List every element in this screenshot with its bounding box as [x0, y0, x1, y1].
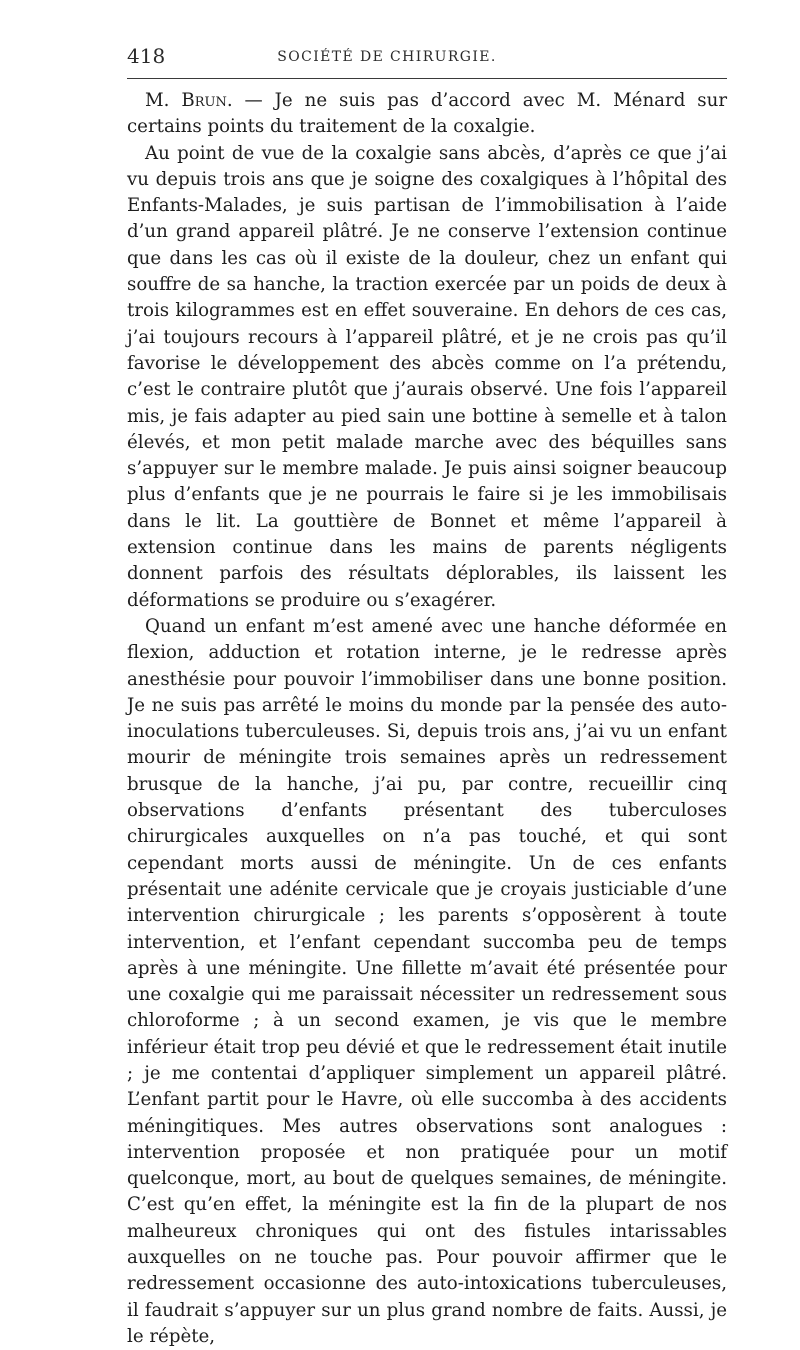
- body-text: [127, 88, 727, 1350]
- paragraph-3: Quand un enfant m’est amené avec une hanche déformée en flexion, adduction et rotation interne, je le redresse après anesthésie pour pouvoir l’immobiliser dans une bonne position. Je ne suis pas arrêté le moins du monde par la pensée des auto-inoculations tuberculeuses. Si, depuis trois ans, j’ai vu un enfant mourir de méningite trois semaines après un redressement brusque de la hanche, j’ai pu, par contre, recueillir cinq observations d’enfants présentant des tuberculoses chirurgicales auxquelles on n’a pas touché, et qui sont cependant morts aussi de méningite. Un de ces enfants présentait une adénite cervicale que je croyais justiciable d’une intervention chirurgicale ; les parents s’opposèrent à toute intervention, et l’enfant cependant succomba peu de temps après à une méningite. Une fillette m’avait été présentée pour une coxalgie qui me paraissait nécessiter un redressement sous chloroforme ; à un second examen, je vis que le membre inférieur était trop peu dévié et que le redressement était inutile ; je me contentai d’appliquer simplement un appareil plâtré. L’enfant partit pour le Havre, où elle succomba à des accidents méningitiques. Mes autres observations sont analogues : intervention proposée et non pratiquée pour un motif quelconque, mort, au bout de quelques semaines, de méningite. C’est qu’en effet, la méningite est la fin de la plupart de nos malheureux chroniques qui ont des fistules intarissables auxquelles on ne touche pas. Pour pouvoir affirmer que le redressement occasionne des auto-intoxications tuberculeuses, il faudrait s’appuyer sur un plus grand nombre de faits. Aussi, je le répète,: [127, 615, 727, 1347]
- paragraph-2: Au point de vue de la coxalgie sans abcès, d’après ce que j’ai vu depuis trois ans que je soigne des coxalgiques à l’hôpital des Enfants-Malades, je suis partisan de l’immobilisation à l’aide d’un grand appareil plâtré. Je ne conserve l’extension continue que dans les cas où il existe de la douleur, chez un enfant qui souffre de sa hanche, la traction exercée par un poids de deux à trois kilogrammes est en effet souveraine. En dehors de ces cas, j’ai toujours recours à l’appareil plâtré, et je ne crois pas qu’il favorise le développement des abcès comme on l’a prétendu, c’est le contraire plutôt que j’aurais observé. Une fois l’appareil mis, je fais adapter au pied sain une bottine à semelle et à talon élevés, et mon petit malade marche avec des béquilles sans s’appuyer sur le membre malade. Je puis ainsi soigner beaucoup plus d’enfants que je ne pourrais le faire si je les immobilisais dans le lit. La gouttière de Bonnet et même l’appareil à extension continue dans les mains de parents négligents donnent parfois des résultats déplorables, ils laissent les déformations se produire ou s’exagérer.: [127, 142, 727, 611]
- page-header: [127, 44, 727, 70]
- page-number: 418: [127, 44, 166, 68]
- speaker-name: M. Brun.: [145, 90, 233, 111]
- paragraph-1: [127, 88, 727, 141]
- paragraph-1-text: — Je ne suis pas d’accord avec M. Ménard sur certains points du traitement de la coxalgie.: [127, 90, 728, 138]
- header-rule: [127, 78, 727, 79]
- running-title: SOCIÉTÉ DE CHIRURGIE.: [277, 49, 497, 65]
